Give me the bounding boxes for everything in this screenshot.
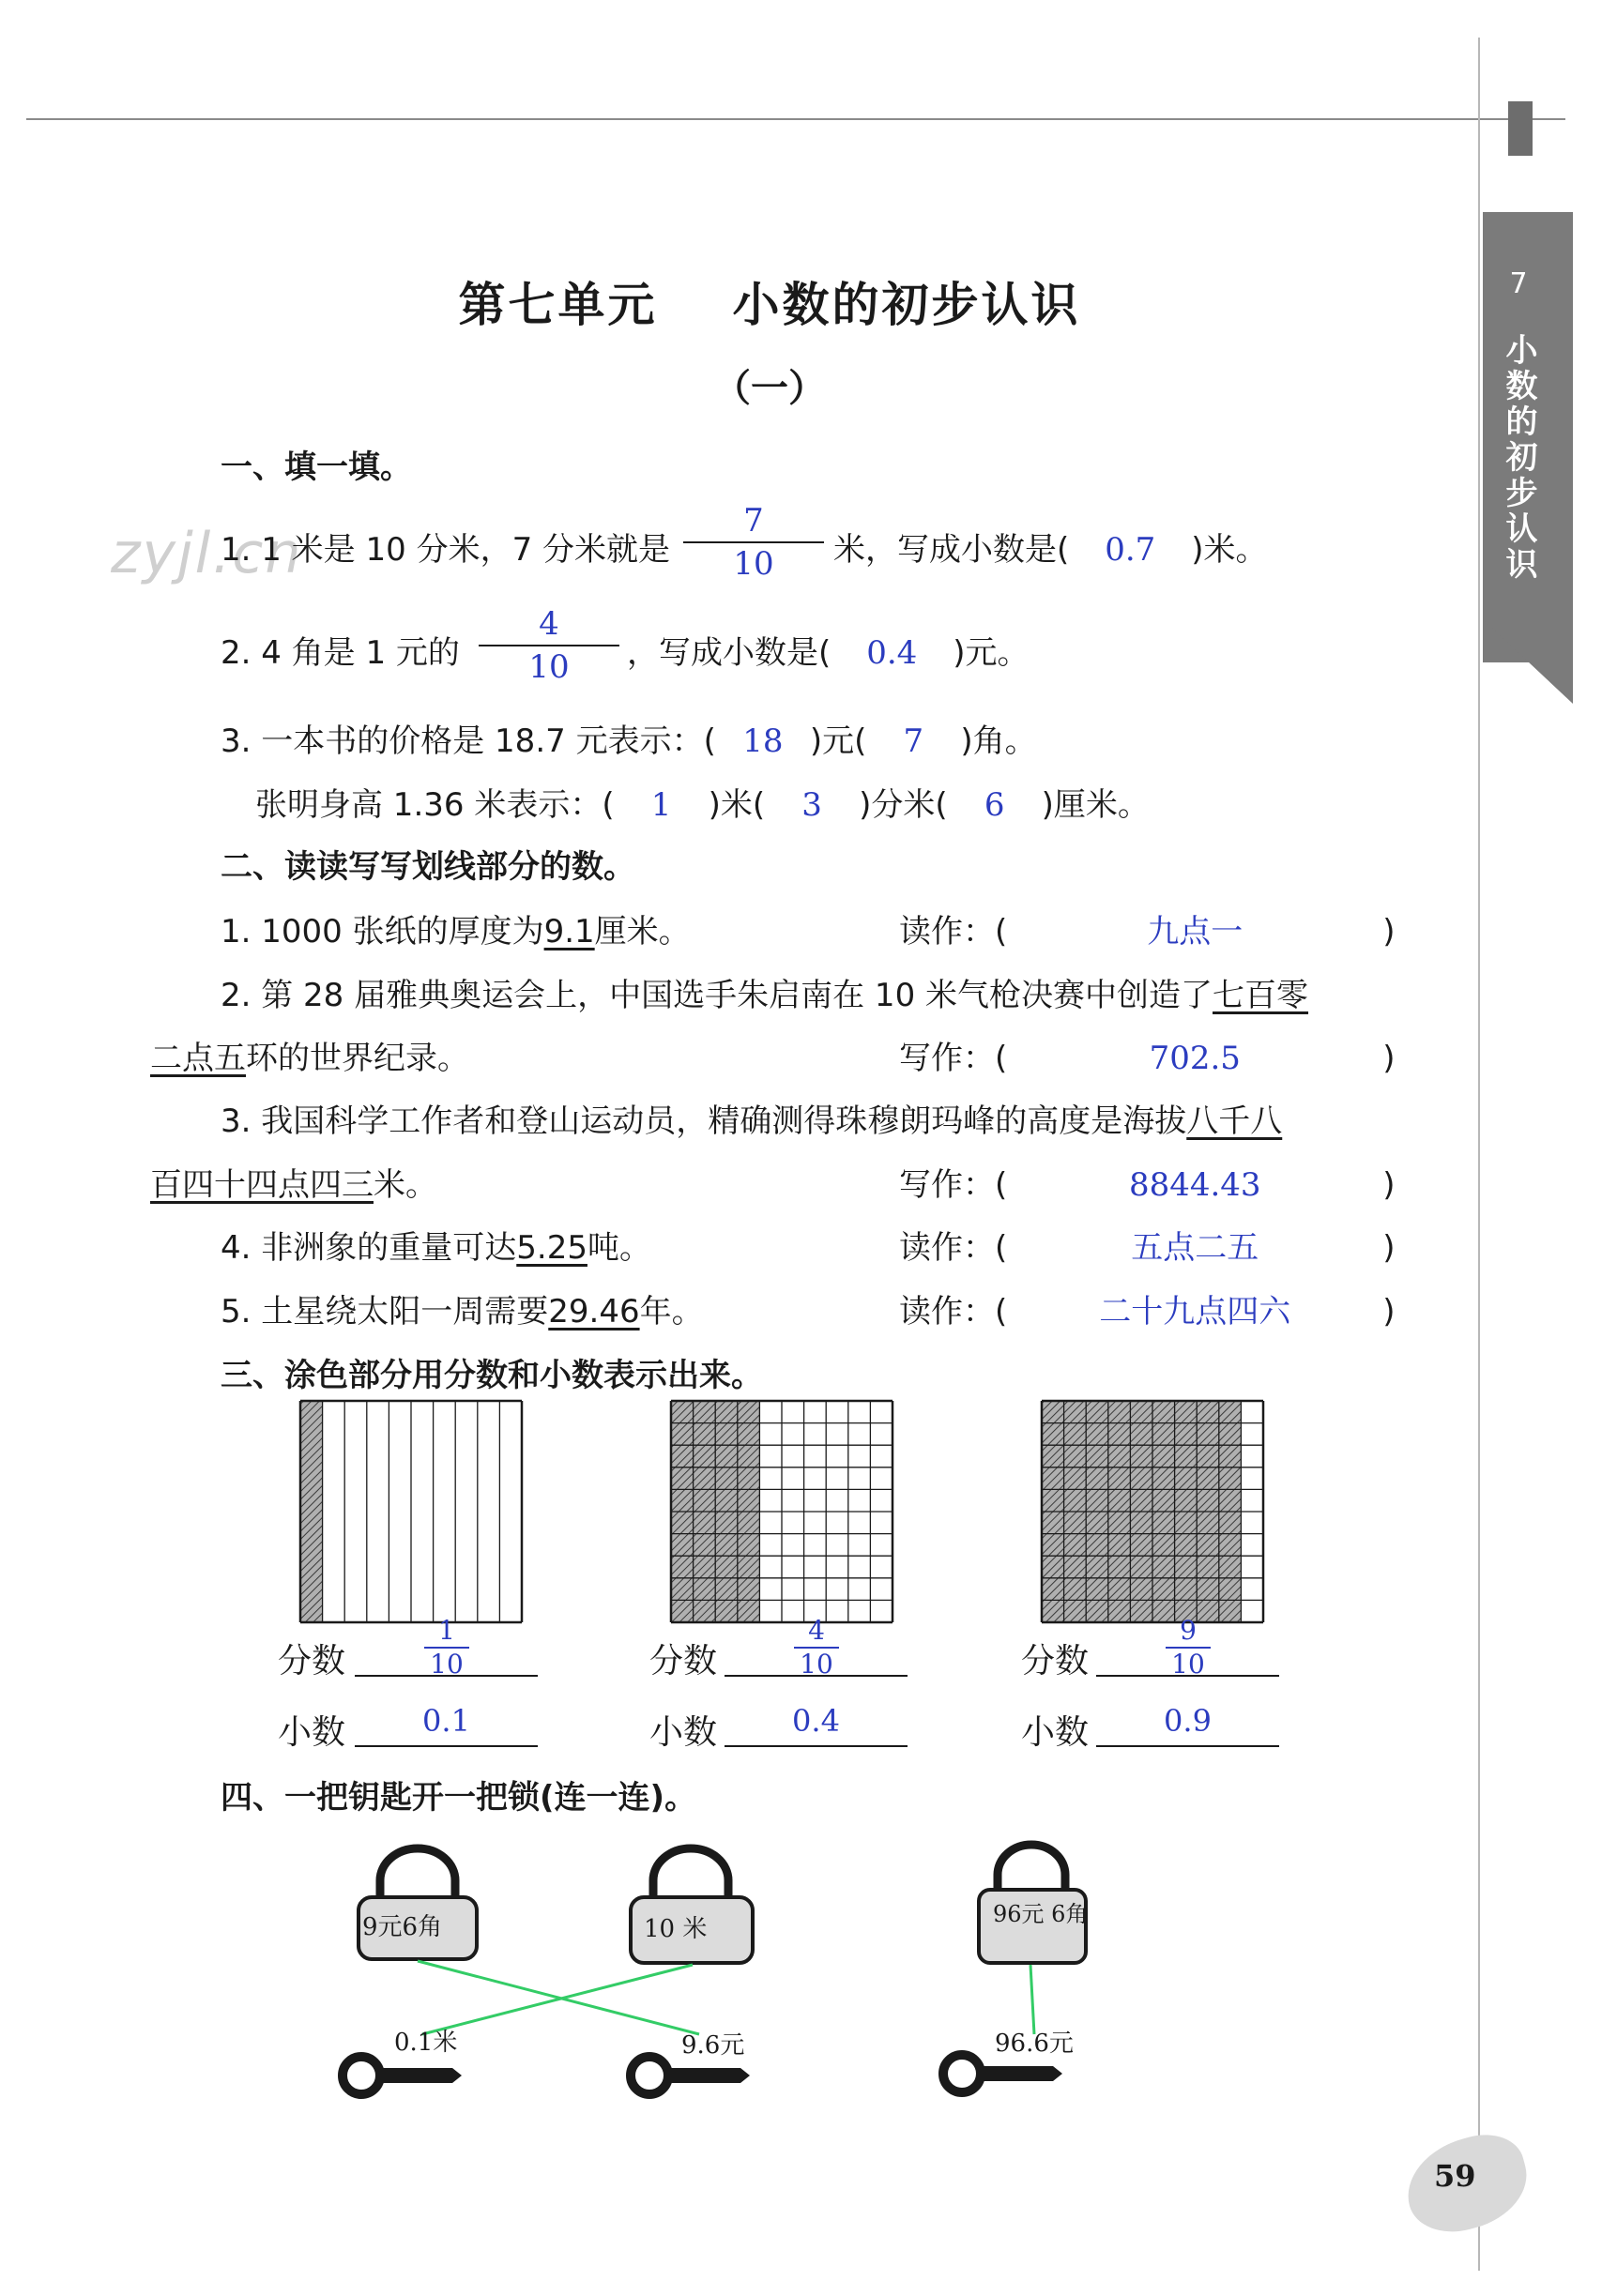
s1-q3a-answer2: 7 (903, 722, 924, 760)
grid1-decimal-label: 小数 (278, 1713, 346, 1752)
s2-q3-text: 3. 我国科学工作者和登山运动员，精确测得珠穆朗玛峰的高度是海拔 (221, 1102, 1187, 1140)
s2-q4-post: 吨。 (587, 1229, 651, 1267)
s1-q3a-mid: )元( (809, 722, 867, 760)
lock-2-label: 10 米 (644, 1915, 708, 1943)
s1-q2-prefix: 2. 4 角是 1 元的 (221, 634, 460, 672)
s2-q5-text: 5. 土星绕太阳一周需要 (221, 1293, 549, 1330)
connect-line-2 (422, 1965, 693, 2034)
s2-q1-kind: 读作：( (899, 913, 1008, 950)
s2-q1-close: ) (1382, 913, 1396, 950)
s1-q2-denominator: 10 (528, 648, 570, 686)
grid3-decimal: 0.9 (1164, 1703, 1212, 1739)
lock-2 (631, 1848, 753, 1963)
s1-q2-numerator: 4 (539, 605, 559, 643)
key-1 (343, 2029, 462, 2094)
section1-heading: 一、填一填。 (221, 449, 412, 486)
s1-q3a-prefix: 3. 一本书的价格是 18.7 元表示：( (221, 722, 716, 760)
s2-q1-text: 1. 1000 张纸的厚度为 (221, 913, 544, 950)
s2-q1-answer: 九点一 (1147, 913, 1243, 950)
s1-q3b-answer3: 6 (984, 786, 1005, 824)
s1-q2-answer: 0.4 (866, 634, 918, 672)
section3-heading: 三、涂色部分用分数和小数表示出来。 (221, 1357, 763, 1394)
side-tab-text: 小数的初步认识 (1500, 333, 1537, 583)
s1-q1-suffix: )米。 (1191, 531, 1268, 569)
s2-q2-underlined1: 七百零 (1213, 977, 1309, 1014)
s2-q3-kind: 写作：( (899, 1166, 1008, 1204)
s2-q5-kind: 读作：( (899, 1293, 1008, 1330)
s2-q2-answer: 702.5 (1149, 1040, 1241, 1077)
grid3-decimal-label: 小数 (1021, 1713, 1090, 1752)
s1-q3b-answer1: 1 (650, 786, 672, 824)
s1-q3a-suffix: )角。 (960, 722, 1037, 760)
s2-q5-answer: 二十九点四六 (1099, 1293, 1291, 1330)
lock-3 (979, 1845, 1088, 1963)
s1-q2-mid: ，写成小数是( (627, 634, 832, 672)
s1-q3a-answer1: 18 (742, 722, 784, 760)
s2-q3-underlined2: 百四十四点四三 (150, 1166, 374, 1204)
s2-q3-answer: 8844.43 (1128, 1166, 1261, 1204)
s2-q4-kind: 读作：( (899, 1229, 1008, 1267)
grid1-decimal: 0.1 (422, 1703, 470, 1739)
section4-heading: 四、一把钥匙开一把锁(连一连)。 (221, 1779, 697, 1817)
s2-q4-text: 4. 非洲象的重量可达 (221, 1229, 517, 1267)
lock-1 (359, 1848, 477, 1959)
page-subtitle: （一） (713, 366, 826, 410)
s1-q3b-answer2: 3 (801, 786, 822, 824)
grid2-numerator: 4 (808, 1615, 825, 1646)
s1-q3b-mid1: )米( (708, 786, 766, 824)
key-1-label: 0.1米 (394, 2029, 458, 2057)
grid2-fraction-label: 分数 (649, 1642, 718, 1680)
page-number: 59 (1434, 2158, 1476, 2194)
s2-q3-close: ) (1382, 1166, 1396, 1204)
grid1-fraction-label: 分数 (278, 1642, 346, 1680)
lock-3-label: 96元 6角 (993, 1901, 1089, 1927)
s2-q5-close: ) (1382, 1293, 1396, 1330)
s2-q4-underlined: 5.25 (516, 1229, 587, 1267)
s2-q5-post: 年。 (639, 1293, 704, 1330)
section2-heading: 二、读读写写划线部分的数。 (221, 848, 635, 886)
s1-q3b-prefix: 张明身高 1.36 米表示：( (255, 786, 615, 824)
grid2-decimal-label: 小数 (649, 1713, 718, 1752)
grid1-numerator: 1 (438, 1615, 455, 1646)
s2-q3-underlined1: 八千八 (1186, 1102, 1283, 1140)
s1-q1-mid: 米，写成小数是( (833, 531, 1070, 569)
s2-q5-underlined: 29.46 (548, 1293, 640, 1330)
s2-q2-underlined2: 二点五 (150, 1040, 246, 1077)
watermark: zyjl.cn (111, 521, 303, 586)
s1-q3b-mid2: )分米( (859, 786, 948, 824)
s2-q3-post: 米。 (374, 1166, 437, 1204)
s1-q2-suffix: )元。 (953, 634, 1030, 672)
grid1-denominator: 10 (430, 1649, 464, 1680)
side-tab-number: 7 (1509, 267, 1528, 300)
s1-q1-denominator: 10 (733, 545, 774, 583)
s2-q2-text: 2. 第 28 届雅典奥运会上，中国选手朱启南在 10 米气枪决赛中创造了 (221, 977, 1213, 1014)
s2-q2-post: 环的世界纪录。 (246, 1040, 469, 1077)
s2-q4-answer: 五点二五 (1131, 1229, 1259, 1267)
lock-1-label: 9元6角 (362, 1913, 443, 1941)
key-2-label: 9.6元 (681, 2031, 745, 2060)
s2-q1-underlined: 9.1 (543, 913, 595, 950)
s1-q3b-suffix: )厘米。 (1041, 786, 1150, 824)
s1-q1-numerator: 7 (743, 502, 764, 540)
grid3-denominator: 10 (1171, 1649, 1205, 1680)
s1-q1-answer: 0.7 (1105, 531, 1156, 569)
key-3 (943, 2030, 1074, 2092)
connect-line-3 (1030, 1965, 1034, 2034)
key-3-label: 96.6元 (995, 2030, 1074, 2058)
key-2 (631, 2031, 750, 2094)
s2-q1-post: 厘米。 (594, 913, 691, 950)
s2-q4-close: ) (1382, 1229, 1396, 1267)
s1-q1-prefix: 1. 1 米是 10 分米，7 分米就是 (221, 531, 671, 569)
topic-title: 小数的初步认识 (732, 277, 1081, 332)
unit-title: 第七单元 (458, 277, 658, 332)
grid2-decimal: 0.4 (792, 1703, 840, 1739)
grid3-numerator: 9 (1180, 1615, 1197, 1646)
grid2-denominator: 10 (800, 1649, 833, 1680)
s2-q2-close: ) (1382, 1040, 1396, 1077)
s2-q2-kind: 写作：( (899, 1040, 1008, 1077)
grid3-fraction-label: 分数 (1021, 1642, 1090, 1680)
